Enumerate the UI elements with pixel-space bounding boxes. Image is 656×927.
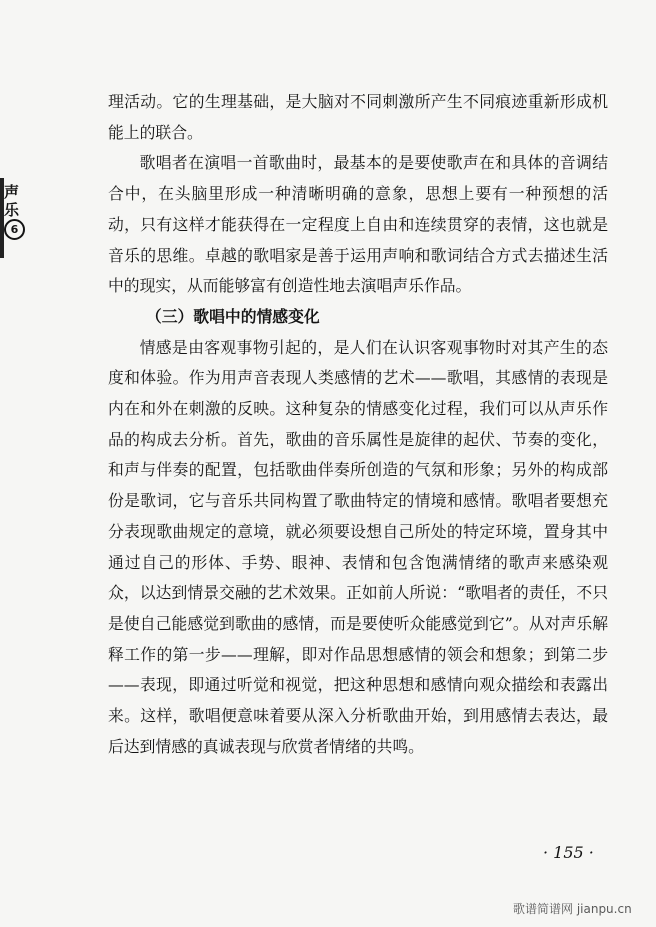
body-text (108, 87, 608, 762)
paragraph: 歌唱者在演唱一首歌曲时，最基本的是要使歌声在和具体的音调结合中，在头脑里形成一种清晰明确的意象，思想上要有一种预想的活动，只有这样才能获得在一定程度上自由和连续贯穿的表情，这也就是音乐的思维。卓越的歌唱家是善于运用声响和歌词结合方式去描述生活中的现实，从而能够富有创造性地去演唱声乐作品。 (108, 153, 608, 296)
side-tab-char-2: 乐 (4, 201, 20, 219)
paragraph: 情感是由客观事物引起的，是人们在认识客观事物时对其产生的态度和体验。作为用声音表现人类感情的艺术——歌唱，其感情的表现是内在和外在刺激的反映。这种复杂的情感变化过程，我们可以从声乐作品的构成去分析。首先，歌曲的音乐属性是旋律的起伏、节奏的变化，和声与伴奏的配置，包括歌曲伴奏所创造的气氛和形象；另外的构成部份是歌词，它与音乐共同构置了歌曲特定的情境和感情。歌唱者要想充分表现歌曲规定的意境，就必须要设想自己所处的特定环境，置身其中通过自己的形体、手势、眼神、表情和包含饱满情绪的歌声来感染观众，以达到情景交融的艺术效果。正如前人所说：“歌唱者的责任，不只是使自己能感觉到歌曲的感情，而是要使听众能感觉到它”。从对声乐解释工作的第一步——理解，即对作品思想感情的领会和想象；到第二步——表现，即通过听觉和视觉，把这种思想和感情向观众描绘和表露出来。这样，歌唱便意味着要从深入分析歌曲开始，到用感情去表达，最后达到情感的真诚表现与欣赏者情绪的共鸣。 (108, 337, 608, 756)
site-watermark: 歌谱简谱网 jianpu.cn (513, 902, 632, 916)
page-number: · 155 · (543, 843, 594, 862)
chapter-side-tab (0, 183, 24, 255)
scan-edge-bar (0, 178, 4, 258)
circled-number-badge: 6 (4, 219, 25, 240)
side-tab-char-1: 声 (4, 183, 20, 201)
paragraph-continuation: 理活动。它的生理基础，是大脑对不同刺激所产生不同痕迹重新形成机能上的联合。 (108, 92, 608, 142)
section-heading: （三）歌唱中的情感变化 (145, 306, 320, 326)
